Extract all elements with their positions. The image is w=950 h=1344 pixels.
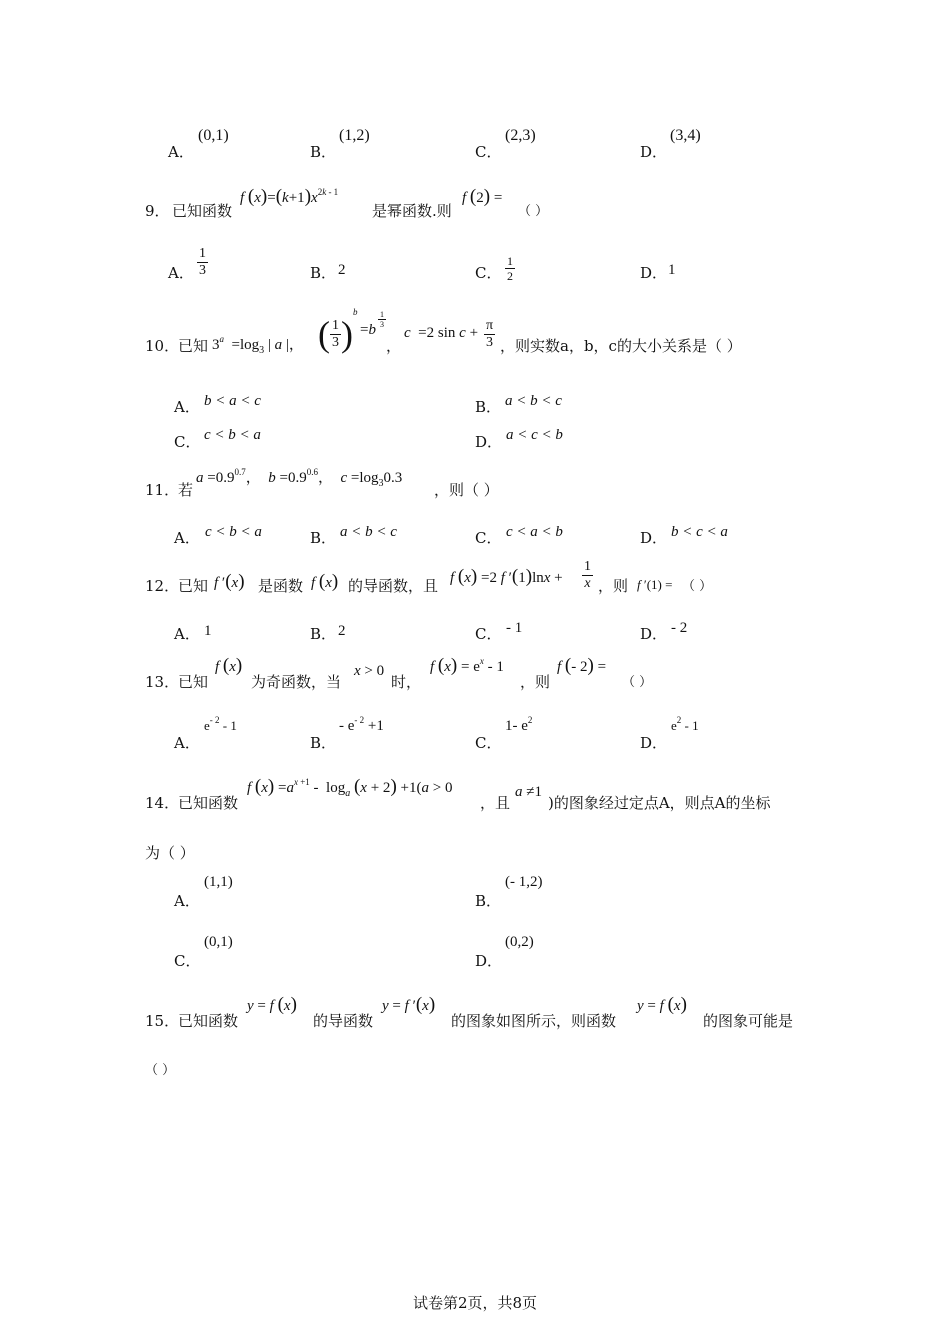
q8-option-d-value: (3,4)	[670, 127, 701, 144]
q10-option-a-value: b < a < c	[204, 393, 261, 409]
q9-paren: （ ）	[518, 204, 549, 219]
q14-option-a-label: A．	[174, 892, 200, 910]
q8-option-c-label: C．	[475, 143, 502, 161]
q12-option-d-value: - 2	[671, 620, 688, 636]
q9-option-a-fraction: $\frac{1}{3}$	[199, 246, 206, 278]
q9-option-d-value: 1	[668, 262, 676, 278]
q9-option-b-label: B．	[310, 264, 337, 282]
q15-paren: （ ）	[145, 1063, 176, 1078]
q10-formula-4: c =2 sin c +	[404, 325, 479, 341]
q9-option-c-fraction: $\frac{1}{2}$	[507, 254, 513, 283]
q8-option-d-label: D．	[640, 143, 668, 161]
q15-formula-2: y = f ′(x)	[382, 994, 436, 1015]
q11-option-b-value: a < b < c	[340, 524, 397, 540]
q13-formula-4: f (- 2) =	[557, 655, 607, 676]
q13-option-b-label: B．	[310, 734, 337, 752]
q15-text-d: 的图象可能是	[703, 1012, 794, 1030]
q12-text-a: 已知	[178, 577, 209, 595]
q10-option-b-value: a < b < c	[505, 393, 562, 409]
q13-option-d-label: D．	[640, 734, 668, 752]
q10-formula-exp: $\frac{1}{3}$	[380, 310, 384, 329]
q9-option-a-label: A．	[168, 264, 194, 282]
q12-option-a-value: 1	[204, 623, 212, 639]
q12-text-b: 是函数	[258, 577, 304, 595]
q13-formula-1: f (x)	[215, 655, 243, 676]
q13-number: 13．	[145, 673, 180, 691]
q13-option-c-label: C．	[475, 734, 502, 752]
q14-option-d-value: (0,2)	[505, 934, 534, 950]
q15-formula-3: y = f (x)	[637, 994, 687, 1015]
q11-option-c-value: c < a < b	[506, 524, 563, 540]
q11-option-d-value: b < c < a	[671, 524, 728, 540]
q9-text-b: 是幂函数.则	[372, 202, 452, 220]
q12-paren: （ ）	[682, 579, 713, 594]
q13-formula-3: f $(x) = e^x - 1$	[430, 655, 504, 676]
q13-text-c: 时，	[391, 673, 422, 691]
q13-text-a: 已知	[178, 673, 209, 691]
q8-option-a-label: A．	[168, 143, 194, 161]
q12-option-c-label: C．	[475, 625, 502, 643]
q10-option-c-value: c < b < a	[204, 427, 261, 443]
q11-text-b: ，则（ ）	[434, 481, 499, 499]
q11-option-d-label: D．	[640, 529, 668, 547]
q10-formula-1: $3^a =\log_3$ | a |，	[212, 334, 304, 356]
q9-option-c-label: C．	[475, 264, 502, 282]
q13-option-d-value: $e^2 - 1$	[671, 715, 699, 733]
q10-formula-pi: $\frac{\pi}{3}$	[486, 318, 494, 350]
q9-option-b-value: 2	[338, 262, 346, 278]
q9-option-d-label: D．	[640, 264, 668, 282]
q14-option-a-value: (1,1)	[204, 874, 233, 890]
q11-text-a: 若	[178, 481, 194, 499]
q15-text-b: 的导函数	[313, 1012, 374, 1030]
page-footer: 试卷第2页，共8页	[412, 1294, 538, 1312]
q9-text-a: 已知函数	[172, 202, 233, 220]
q14-formula-2: a ≠1	[515, 784, 542, 800]
q8-option-a-value: (0,1)	[198, 127, 229, 144]
q11-option-c-label: C．	[475, 529, 502, 547]
q10-option-d-value: a < c < b	[506, 427, 563, 443]
q9-formula: f $(x)=(k+1)x^{2k - 1}$	[240, 186, 339, 207]
q8-option-b-value: (1,2)	[339, 127, 370, 144]
q12-text-d: ，则	[598, 577, 629, 595]
q13-formula-2: x > 0	[354, 663, 385, 679]
q14-option-d-label: D．	[475, 952, 503, 970]
q13-text-b: 为奇函数，当	[251, 673, 342, 691]
q10-number: 10．	[145, 337, 180, 355]
q12-formula-1: f ′(x)	[214, 571, 245, 592]
q12-option-c-value: - 1	[506, 620, 523, 636]
q12-option-b-label: B．	[310, 625, 337, 643]
q14-option-c-label: C．	[174, 952, 201, 970]
q13-option-c-value: 1- $e^2$	[505, 715, 533, 734]
q14-formula: f $(x) =a^{x +1} - \log_a (x + 2) +1(a > 0$	[247, 776, 453, 799]
q9-formula2: f (2) =	[462, 186, 503, 207]
q8-option-b-label: B．	[310, 143, 337, 161]
q12-option-b-value: 2	[338, 623, 346, 639]
q10-text-b: ，则实数a，b，c的大小关系是（ ）	[500, 337, 742, 355]
q10-comma: ，	[386, 339, 402, 355]
q14-text-c: )的图象经过定点A，则点A的坐标	[548, 794, 771, 812]
q14-text-a: 已知函数	[178, 794, 239, 812]
q10-formula-2: ( $\frac{1}{3}$ )$^b$	[318, 307, 358, 354]
q11-formula: $a =0.9^{0.7}$， $b =0.9^{0.6}$， $c =\log_30.3$	[196, 467, 403, 489]
q10-option-c-label: C．	[174, 433, 201, 451]
q10-formula-3: =b	[360, 322, 376, 338]
q10-option-a-label: A．	[174, 398, 200, 416]
q12-formula-2: f (x)	[311, 571, 339, 592]
q9-number: 9．	[145, 202, 170, 220]
q11-number: 11．	[145, 481, 180, 499]
q13-paren: （ ）	[622, 675, 653, 690]
q13-option-a-label: A．	[174, 734, 200, 752]
q12-text-c: 的导函数，且	[348, 577, 439, 595]
q12-formula-4: f ′(1) =	[637, 577, 673, 592]
q11-option-a-label: A．	[174, 529, 200, 547]
q15-number: 15．	[145, 1012, 180, 1030]
q15-text-a: 已知函数	[178, 1012, 239, 1030]
q13-text-d: ，则	[520, 673, 551, 691]
q12-number: 12．	[145, 577, 180, 595]
q11-option-b-label: B．	[310, 529, 337, 547]
q10-text-a: 已知	[178, 337, 209, 355]
q10-option-d-label: D．	[475, 433, 503, 451]
q11-option-a-value: c < b < a	[205, 524, 262, 540]
q12-option-d-label: D．	[640, 625, 668, 643]
q14-option-b-label: B．	[475, 892, 502, 910]
q12-option-a-label: A．	[174, 625, 200, 643]
q15-formula-1: y = f (x)	[247, 994, 297, 1015]
q13-option-a-value: $e^{- 2} - 1$	[204, 715, 237, 733]
q12-formula-3: f (x) =2 f ′(1)lnx +	[450, 566, 563, 587]
q13-option-b-value: - $e^{- 2} +1$	[339, 715, 384, 734]
q14-option-b-value: (- 1,2)	[505, 874, 543, 890]
q14-text-b: ，且	[480, 794, 511, 812]
q14-number: 14．	[145, 794, 180, 812]
q8-option-c-value: (2,3)	[505, 127, 536, 144]
q15-text-c: 的图象如图所示，则函数	[451, 1012, 617, 1030]
q14-text-d: 为（ ）	[145, 844, 195, 862]
q10-option-b-label: B．	[475, 398, 502, 416]
q12-formula-frac: $\frac{1}{x}$	[584, 559, 591, 591]
q14-option-c-value: (0,1)	[204, 934, 233, 950]
